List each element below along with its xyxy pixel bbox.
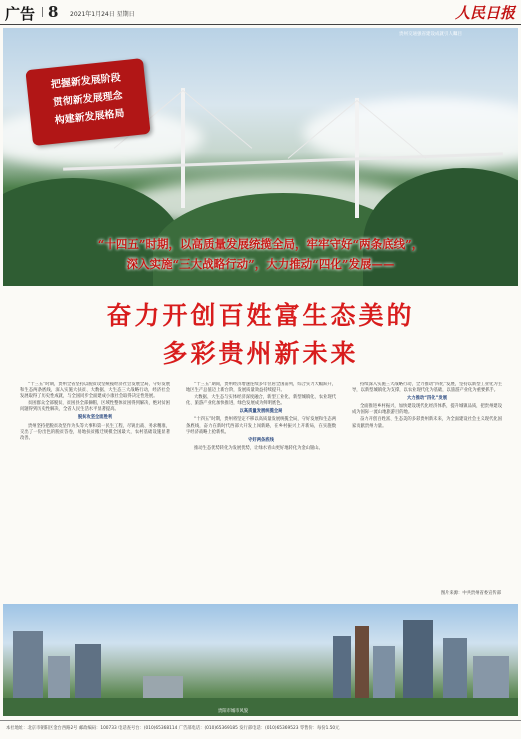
badge-line: 构建新发展格局 [54, 108, 126, 127]
headline-line-2: 多彩贵州新未来 [162, 339, 359, 368]
header-divider [42, 7, 43, 17]
paper-logo: 人民日报 [454, 4, 515, 22]
subheading: 脱贫攻坚全面胜利 [77, 415, 113, 421]
slogan-line-2: 深入实施“三大战略行动”，大力推动“四化”发展—— [126, 257, 395, 271]
paragraph: 推动生态优势转化为发展优势，让绿水青山更好地转化为金山银山。 [194, 445, 323, 451]
headline-line-1: 奋力开创百姓富生态美的 [106, 301, 415, 330]
article-column-3 [352, 382, 502, 594]
footer-text: 本社地址：北京市朝阳区金台西路2号 邮政编码：100733 电话查号台：(010)65368114 广告部电话：(010)65369185 发行部电话：(010)65369523 零售价：每份1.50元 [6, 726, 340, 731]
paragraph: 全面推进乡村振兴，加快建设现代化经济体系，提升城镇品质，把贵州建设成为国际一流山地旅游目的地。 [352, 404, 502, 416]
article-column-1 [20, 382, 170, 594]
badge-line: 把握新发展阶段 [50, 72, 122, 91]
subheading: 守好两条底线 [248, 437, 274, 443]
city-photo [3, 604, 518, 716]
page-number: 8 [48, 3, 59, 21]
subheading: 以高质量发展统揽全局 [239, 409, 283, 415]
theme-badge [25, 58, 150, 146]
photo-caption: 贵州交通强省建设成就引人瞩目 [399, 32, 462, 37]
image-credit: 图片来源：中共贵州省委宣传部 [440, 591, 501, 596]
paragraph: “十四五”时期，贵州将坚定不移以高质量发展统揽全局，守好发展和生态两条底线，奋力在新时代西部大开发上闯新路，在乡村振兴上开新局，在实施数字经济战略上抢新机。 [186, 417, 336, 435]
paragraph: 持续深入实施三大战略行动，全力推动“四化”发展，坚持以新型工业化为主导，以新型城镇化为支撑，以农业现代化为基础，以旅游产业化为重要抓手。 [352, 382, 502, 394]
page-footer [0, 720, 521, 740]
section-label: 广告 [5, 5, 36, 23]
badge-line: 贯彻新发展理念 [52, 90, 124, 109]
paragraph: “十三五”期间，贵州经济增速连续多年位居全国前列，综合实力大幅跃升，地区生产总值迈上新台阶，发展质量效益持续提升。 [186, 382, 336, 394]
paragraph: 大数据、大生态与实体经济深度融合，新型工业化、新型城镇化、农业现代化、旅游产业化加快推进，绿色发展成为鲜明底色。 [186, 395, 336, 407]
page-header [0, 0, 521, 25]
paragraph: 奋力开创百姓富、生态美的多彩贵州新未来，为全面建设社会主义现代化国家贡献贵州力量。 [352, 417, 502, 429]
paragraph: 贵州坚持把脱贫攻坚作为头等大事和第一民生工程，尽锐出战、务求精准，交出了一份出色的脱贫答卷，易地扶贫搬迁规模全国最大，农村基础设施显著改善。 [20, 423, 170, 441]
hero-photo [3, 28, 518, 286]
slogan-line-1: “十四五”时期，以高质量发展统揽全局，牢牢守好“两条底线”， [97, 237, 424, 251]
photo-caption: 贵阳市城市风貌 [218, 709, 249, 714]
subheading: 大力推动“四化”发展 [406, 396, 448, 402]
issue-date: 2021年1月24日 星期日 [70, 11, 135, 18]
article-body [20, 382, 502, 594]
paragraph: “十三五”时期，贵州全省坚持以脱贫攻坚统揽经济社会发展全局，守好发展和生态两条底线，深入实施大扶贫、大数据、大生态三大战略行动，经济社会发展取得了历史性成就，与全国同步全面建成小康社会取得决定性进展。 [20, 382, 170, 400]
paragraph: 贫困群众全部脱贫，贫困县全部摘帽，区域性整体贫困得到解决，绝对贫困问题得到历史性解决，全省人民生活水平显著提高。 [20, 401, 170, 413]
article-column-2 [186, 382, 336, 594]
